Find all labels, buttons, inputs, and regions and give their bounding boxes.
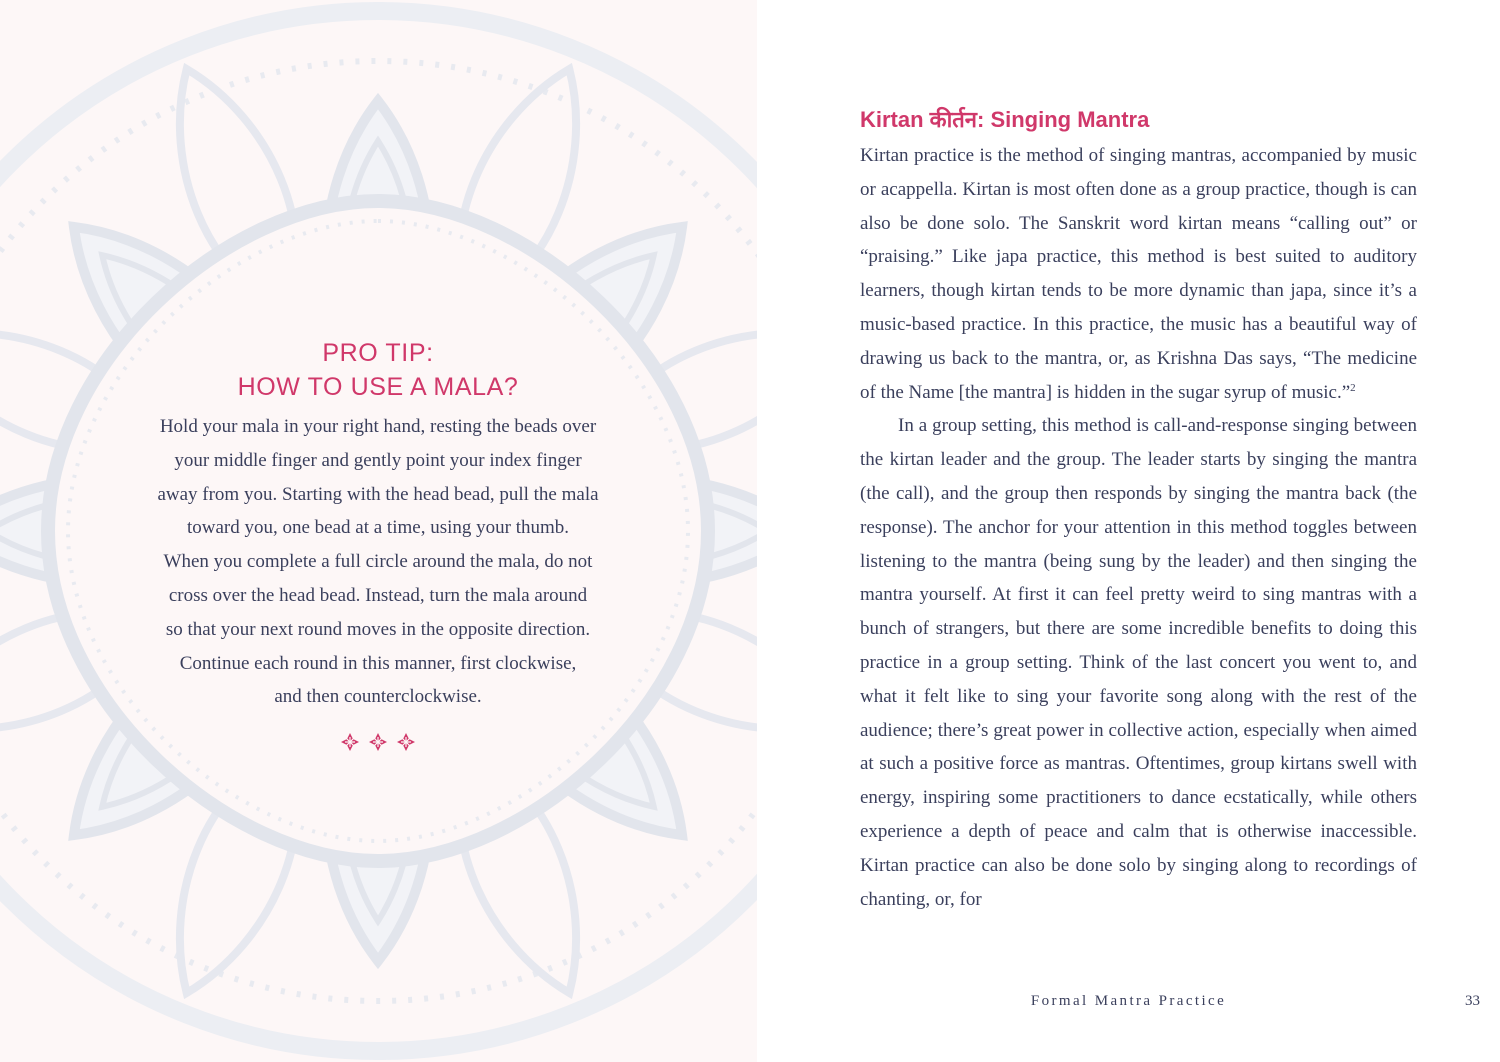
section-heading: Kirtan कीर्तन: Singing Mantra (860, 107, 1150, 132)
body-text (860, 139, 1417, 916)
pro-tip-title (118, 336, 638, 404)
right-page (757, 0, 1500, 1062)
pro-tip-title-line2: HOW TO USE A MALA? (237, 373, 519, 401)
pro-tip-body: Hold your mala in your right hand, resting the beads over your middle finger and gently point your index finger away from you. Starting with the head bead, pull the mala toward you, one bead at a time, using your thumb. When you complete a full circle around the mala, do not cross over the head bead. Instead, turn the mala around so that your next round moves in the opposite direction. Continue each round in this manner, first clockwise, and then counterclockwise. (157, 416, 599, 708)
pro-tip-title-line1: PRO TIP: (322, 339, 434, 367)
paragraph-1-text: Kirtan practice is the method of singing mantras, accompanied by music or acappella. Kirtan is most often done as a group practice, though is can also be done solo. The Sanskrit word kirtan means “calling out” or “praising.” Like japa practice, this method is best suited to auditory learners, though kirtan tends to be more dynamic than japa, since it’s a music-based practice. In this practice, the music has a beautiful way of drawing us back to the mantra, or, as Krishna Das says, “The medicine of the Name [the mantra] is hidden in the sugar syrup of music.” (860, 145, 1417, 403)
flower-ornament-icon (368, 732, 388, 752)
ornament-divider (118, 732, 638, 752)
page-number: 33 (1465, 993, 1480, 1009)
pro-tip-box (118, 336, 638, 752)
footnote-reference: 2 (1350, 381, 1356, 394)
running-footer: Formal Mantra Practice (1030, 993, 1227, 1009)
paragraph-1 (860, 139, 1417, 409)
flower-ornament-icon (396, 732, 416, 752)
flower-ornament-icon (340, 732, 360, 752)
paragraph-2: In a group setting, this method is call-and-response singing between the kirtan leader and the group. The leader starts by singing the mantra (the call), and the group then responds by singing the mantra back (the response). The anchor for your attention in this method toggles between listening to the mantra (being sung by the leader) and then singing the mantra yourself. At first it can feel pretty weird to sing mantras with a bunch of strangers, but there are some incredible benefits to doing this practice in a group setting. Think of the last concert you went to, and what it felt like to sing your favorite song along with the rest of the audience; there’s great power in collective action, especially when aimed at such a positive force as mantras. Oftentimes, group kirtans swell with energy, inspiring some practitioners to dance ecstatically, while others experience a depth of peace and calm that is otherwise inaccessible. Kirtan practice can also be done solo by singing along to recordings of chanting, or, for (860, 415, 1417, 910)
